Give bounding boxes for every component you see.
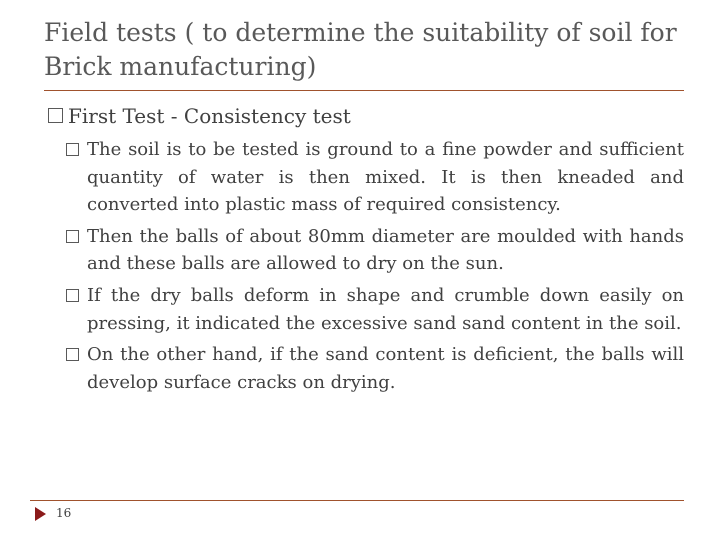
heading-text: First Test - Consistency test bbox=[68, 104, 351, 128]
page-number: 16 bbox=[56, 506, 72, 520]
slide-title: Field tests ( to determine the suitability of soil for Brick manufacturing) bbox=[44, 18, 677, 81]
heading-item bbox=[48, 101, 351, 131]
list-item-text: If the dry balls deform in shape and crumble down easily on pressing, it indicated the excessive sand sand content in the soil. bbox=[87, 284, 684, 334]
title-divider bbox=[44, 90, 684, 91]
list-item bbox=[66, 136, 684, 219]
footer-divider bbox=[30, 500, 684, 501]
square-bullet-icon bbox=[48, 108, 63, 123]
bullet-list bbox=[66, 136, 684, 400]
list-item bbox=[66, 223, 684, 278]
list-item-text: The soil is to be tested is ground to a fine powder and sufficient quantity of water is then mixed. It is then kneaded and converted into plastic mass of required consistency. bbox=[87, 139, 684, 216]
square-bullet-icon bbox=[66, 348, 79, 361]
triangle-arrow-icon bbox=[35, 507, 46, 521]
list-item bbox=[66, 282, 684, 337]
list-item-text: Then the balls of about 80mm diameter are moulded with hands and these balls are allowed to dry on the sun. bbox=[87, 225, 684, 275]
square-bullet-icon bbox=[66, 289, 79, 302]
list-item-text: On the other hand, if the sand content is deficient, the balls will develop surface cracks on drying. bbox=[87, 344, 684, 393]
list-item bbox=[66, 341, 684, 396]
square-bullet-icon bbox=[66, 230, 79, 243]
square-bullet-icon bbox=[66, 143, 79, 156]
